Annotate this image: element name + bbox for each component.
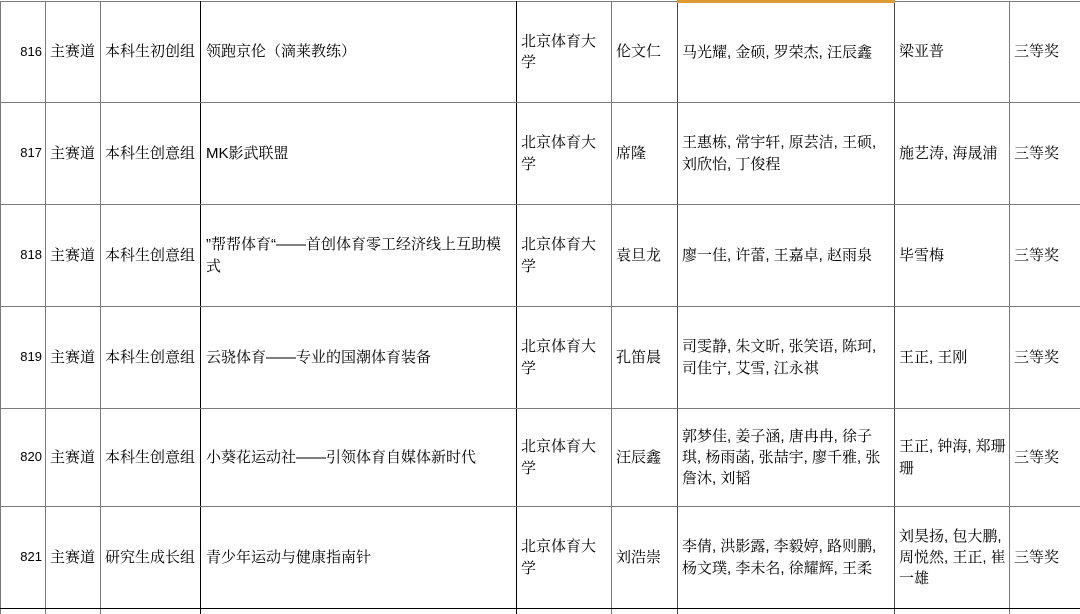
entry-id: 820 bbox=[20, 449, 42, 464]
cell-award[interactable] bbox=[1010, 103, 1080, 205]
entry-id: 821 bbox=[20, 549, 42, 564]
table-row bbox=[1, 409, 1080, 507]
school-name: 北京体育大学 bbox=[521, 236, 596, 274]
cell-track[interactable] bbox=[46, 307, 101, 409]
cell-empty[interactable] bbox=[201, 609, 517, 614]
school-name: 北京体育大学 bbox=[521, 134, 596, 172]
award-label: 三等奖 bbox=[1014, 449, 1059, 466]
group-label: 本科生创意组 bbox=[105, 349, 195, 366]
advisors-list: 王正, 王刚 bbox=[899, 349, 967, 366]
cell-empty[interactable] bbox=[678, 609, 895, 614]
cell-empty[interactable] bbox=[46, 609, 101, 614]
cell-advisors[interactable] bbox=[895, 205, 1010, 307]
members-list: 马光耀, 金硕, 罗荣杰, 汪辰鑫 bbox=[682, 44, 872, 61]
cell-id[interactable] bbox=[1, 409, 46, 507]
cell-school[interactable] bbox=[517, 2, 612, 103]
cell-school[interactable] bbox=[517, 307, 612, 409]
cell-id[interactable] bbox=[1, 307, 46, 409]
cell-members[interactable] bbox=[678, 307, 895, 409]
cell-empty[interactable] bbox=[517, 609, 612, 614]
members-list: 廖一佳, 许蕾, 王嘉卓, 赵雨泉 bbox=[682, 247, 872, 264]
cell-members[interactable] bbox=[678, 103, 895, 205]
cell-leader[interactable] bbox=[612, 205, 678, 307]
cell-empty[interactable] bbox=[612, 609, 678, 614]
leader-name: 袁旦龙 bbox=[616, 247, 661, 264]
cell-empty[interactable] bbox=[101, 609, 201, 614]
cell-group[interactable] bbox=[101, 103, 201, 205]
cell-members-selected[interactable] bbox=[678, 2, 895, 103]
project-title: 领跑京伦（滴莱教练） bbox=[206, 43, 356, 60]
members-list: 王惠栋, 常宇轩, 原芸洁, 王硕, 刘欣怡, 丁俊程 bbox=[682, 134, 876, 172]
group-label: 本科生创意组 bbox=[105, 247, 195, 264]
cell-project[interactable] bbox=[201, 409, 517, 507]
leader-name: 孔笛晨 bbox=[616, 349, 661, 366]
award-label: 三等奖 bbox=[1014, 549, 1059, 566]
advisors-list: 王正, 钟海, 郑珊珊 bbox=[899, 438, 1006, 476]
award-label: 三等奖 bbox=[1014, 43, 1059, 60]
members-list: 郭梦佳, 姜子涵, 唐冉冉, 徐子琪, 杨雨菡, 张喆宇, 廖千雅, 张詹沐, 刘韬 bbox=[682, 428, 880, 488]
cell-members[interactable] bbox=[678, 409, 895, 507]
project-title: 小葵花运动社——引领体育自媒体新时代 bbox=[206, 449, 476, 466]
cell-group[interactable] bbox=[101, 2, 201, 103]
cell-leader[interactable] bbox=[612, 307, 678, 409]
cell-empty[interactable] bbox=[895, 609, 1010, 614]
track-label: 主赛道 bbox=[50, 247, 95, 264]
cell-advisors[interactable] bbox=[895, 2, 1010, 103]
members-list: 司雯静, 朱文昕, 张笑语, 陈珂, 司佳宁, 艾雪, 江永祺 bbox=[682, 338, 876, 376]
table-row bbox=[1, 507, 1080, 609]
track-label: 主赛道 bbox=[50, 349, 95, 366]
cell-school[interactable] bbox=[517, 507, 612, 609]
cell-award[interactable] bbox=[1010, 2, 1080, 103]
school-name: 北京体育大学 bbox=[521, 33, 596, 71]
cell-project[interactable] bbox=[201, 103, 517, 205]
cell-advisors[interactable] bbox=[895, 507, 1010, 609]
cell-track[interactable] bbox=[46, 2, 101, 103]
group-label: 本科生创意组 bbox=[105, 449, 195, 466]
cell-track[interactable] bbox=[46, 507, 101, 609]
table-row bbox=[1, 205, 1080, 307]
advisors-list: 刘昊扬, 包大鹏, 周悦然, 王正, 崔一雄 bbox=[899, 528, 1006, 588]
cell-members[interactable] bbox=[678, 507, 895, 609]
cell-id[interactable] bbox=[1, 507, 46, 609]
track-label: 主赛道 bbox=[50, 43, 95, 60]
cell-award[interactable] bbox=[1010, 409, 1080, 507]
project-title: ”帮帮体育“——首创体育零工经济线上互助模式 bbox=[206, 236, 501, 274]
group-label: 本科生创意组 bbox=[105, 145, 195, 162]
cell-empty[interactable] bbox=[1, 609, 46, 614]
track-label: 主赛道 bbox=[50, 549, 95, 566]
cell-empty[interactable] bbox=[1010, 609, 1080, 614]
cell-advisors[interactable] bbox=[895, 307, 1010, 409]
cell-leader[interactable] bbox=[612, 507, 678, 609]
cell-id[interactable] bbox=[1, 205, 46, 307]
school-name: 北京体育大学 bbox=[521, 538, 596, 576]
table-row bbox=[1, 2, 1080, 103]
cell-leader[interactable] bbox=[612, 2, 678, 103]
members-list: 李倩, 洪影露, 李毅婷, 路则鹏, 杨文璞, 李未名, 徐耀辉, 王柔 bbox=[682, 538, 876, 576]
cell-school[interactable] bbox=[517, 409, 612, 507]
cell-advisors[interactable] bbox=[895, 103, 1010, 205]
advisors-list: 毕雪梅 bbox=[899, 247, 944, 264]
cell-id[interactable] bbox=[1, 2, 46, 103]
entry-id: 817 bbox=[20, 145, 42, 160]
advisors-list: 梁亚普 bbox=[899, 43, 944, 60]
project-title: 青少年运动与健康指南针 bbox=[206, 549, 371, 566]
cell-leader[interactable] bbox=[612, 409, 678, 507]
project-title: 云骁体育——专业的国潮体育装备 bbox=[206, 349, 431, 366]
leader-name: 汪辰鑫 bbox=[616, 449, 661, 466]
table-row bbox=[1, 103, 1080, 205]
entry-id: 819 bbox=[20, 349, 42, 364]
entry-id: 818 bbox=[20, 247, 42, 262]
group-label: 本科生初创组 bbox=[105, 43, 195, 60]
cell-award[interactable] bbox=[1010, 507, 1080, 609]
cell-group[interactable] bbox=[101, 205, 201, 307]
cell-project[interactable] bbox=[201, 507, 517, 609]
table-row-partial bbox=[1, 609, 1080, 614]
cell-group[interactable] bbox=[101, 409, 201, 507]
cell-group[interactable] bbox=[101, 307, 201, 409]
school-name: 北京体育大学 bbox=[521, 338, 596, 376]
track-label: 主赛道 bbox=[50, 449, 95, 466]
cell-track[interactable] bbox=[46, 409, 101, 507]
cell-project[interactable] bbox=[201, 205, 517, 307]
cell-members[interactable] bbox=[678, 205, 895, 307]
leader-name: 席隆 bbox=[616, 145, 646, 162]
cell-id[interactable] bbox=[1, 103, 46, 205]
cell-project[interactable] bbox=[201, 2, 517, 103]
award-label: 三等奖 bbox=[1014, 145, 1059, 162]
cell-project[interactable] bbox=[201, 307, 517, 409]
cell-advisors[interactable] bbox=[895, 409, 1010, 507]
cell-track[interactable] bbox=[46, 103, 101, 205]
cell-track[interactable] bbox=[46, 205, 101, 307]
leader-name: 刘浩崇 bbox=[616, 549, 661, 566]
cell-group[interactable] bbox=[101, 507, 201, 609]
project-title: MK影武联盟 bbox=[206, 145, 289, 162]
group-label: 研究生成长组 bbox=[105, 549, 195, 566]
award-label: 三等奖 bbox=[1014, 247, 1059, 264]
leader-name: 伦文仁 bbox=[616, 43, 661, 60]
school-name: 北京体育大学 bbox=[521, 438, 596, 476]
award-label: 三等奖 bbox=[1014, 349, 1059, 366]
track-label: 主赛道 bbox=[50, 145, 95, 162]
cell-school[interactable] bbox=[517, 205, 612, 307]
table-row bbox=[1, 307, 1080, 409]
entry-id: 816 bbox=[20, 44, 42, 59]
cell-award[interactable] bbox=[1010, 307, 1080, 409]
cell-award[interactable] bbox=[1010, 205, 1080, 307]
cell-school[interactable] bbox=[517, 103, 612, 205]
cell-leader[interactable] bbox=[612, 103, 678, 205]
advisors-list: 施艺涛, 海晟浦 bbox=[899, 145, 997, 162]
